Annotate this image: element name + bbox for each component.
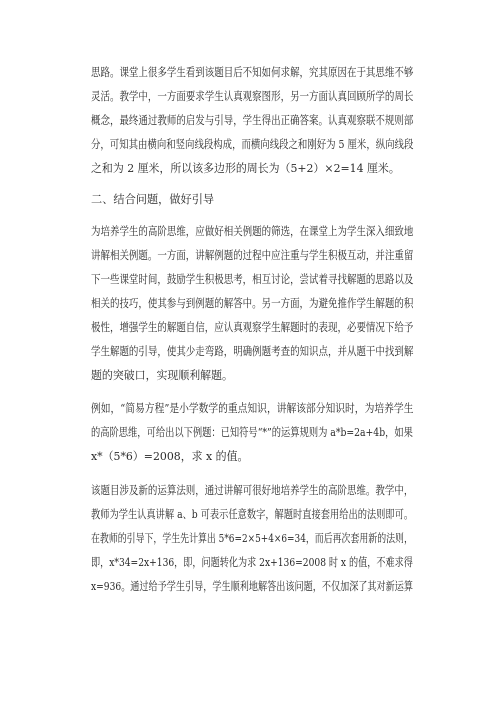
- text-line: 之和为 2 厘米，所以该多边形的周长为（5+2）×2=14 厘米。: [91, 162, 400, 175]
- text-line: 教师为学生认真讲解 a、b 可表示任意数字，解题时直接套用给出的法则即可。: [91, 508, 414, 521]
- text-line: 讲解相关例题。一方面，讲解例题的过程中应注重与学生积极互动，并注重留: [91, 249, 414, 262]
- text-line: 思路。课堂上很多学生看到该题目后不知如何求解，究其原因在于其思维不够: [91, 66, 414, 79]
- text-line: 相关的技巧，使其参与到例题的解答中。另一方面，为避免推作学生解题的积: [91, 297, 414, 310]
- text-line: x*（5*6）=2008，求 x 的值。: [91, 450, 249, 463]
- text-line: 为培养学生的高阶思维，应做好相关例题的筛选，在课堂上为学生深入细致地: [91, 225, 414, 238]
- text-line: 概念，最终通过教师的启发与引导，学生得出正确答案。认真观察联不规则部: [91, 114, 414, 127]
- text-line: 的高阶思维，可给出以下例题：已知符号“*”的运算规则为 a*b=2a+4b，如果: [91, 426, 413, 439]
- section-heading: 二、结合问题，做好引导: [91, 193, 215, 206]
- text-line: 灵活。教学中，一方面要求学生认真观察图形，另一方面认真回顾所学的周长: [91, 90, 414, 103]
- text-line: 即，x*34=2x+136，即，问题转化为求 2x+136=2008 时 x 的值，不难求得: [91, 556, 413, 569]
- text-line: 例如，“简易方程”是小学数学的重点知识，讲解该部分知识时，为培养学生: [91, 402, 414, 415]
- text-line: 下一些课堂时间，鼓励学生积极思考，相互讨论，尝试着寻找解题的思路以及: [91, 273, 414, 286]
- text-line: 分，可知其由横向和竖向线段构成，而横向线段之和刚好为 5 厘米，纵向线段: [91, 138, 414, 151]
- text-line: 极性，增强学生的解题自信，应认真观察学生解题时的表现，必要情况下给予: [91, 321, 414, 334]
- text-line: 该题目涉及新的运算法则，通过讲解可很好地培养学生的高阶思维。教学中，: [91, 484, 414, 497]
- text-line: 学生解题的引导，使其少走弯路，明确例题考查的知识点，并从题干中找到解: [91, 345, 414, 358]
- text-line: x=936。通过给予学生引导，学生顺利地解答出该问题，不仅加深了其对新运算: [91, 580, 414, 593]
- text-line: 在教师的引导下，学生先计算出 5*6=2×5+4×6=34，而后再次套用新的法则，: [91, 532, 413, 545]
- text-line: 题的突破口，实现顺利解题。: [91, 369, 233, 382]
